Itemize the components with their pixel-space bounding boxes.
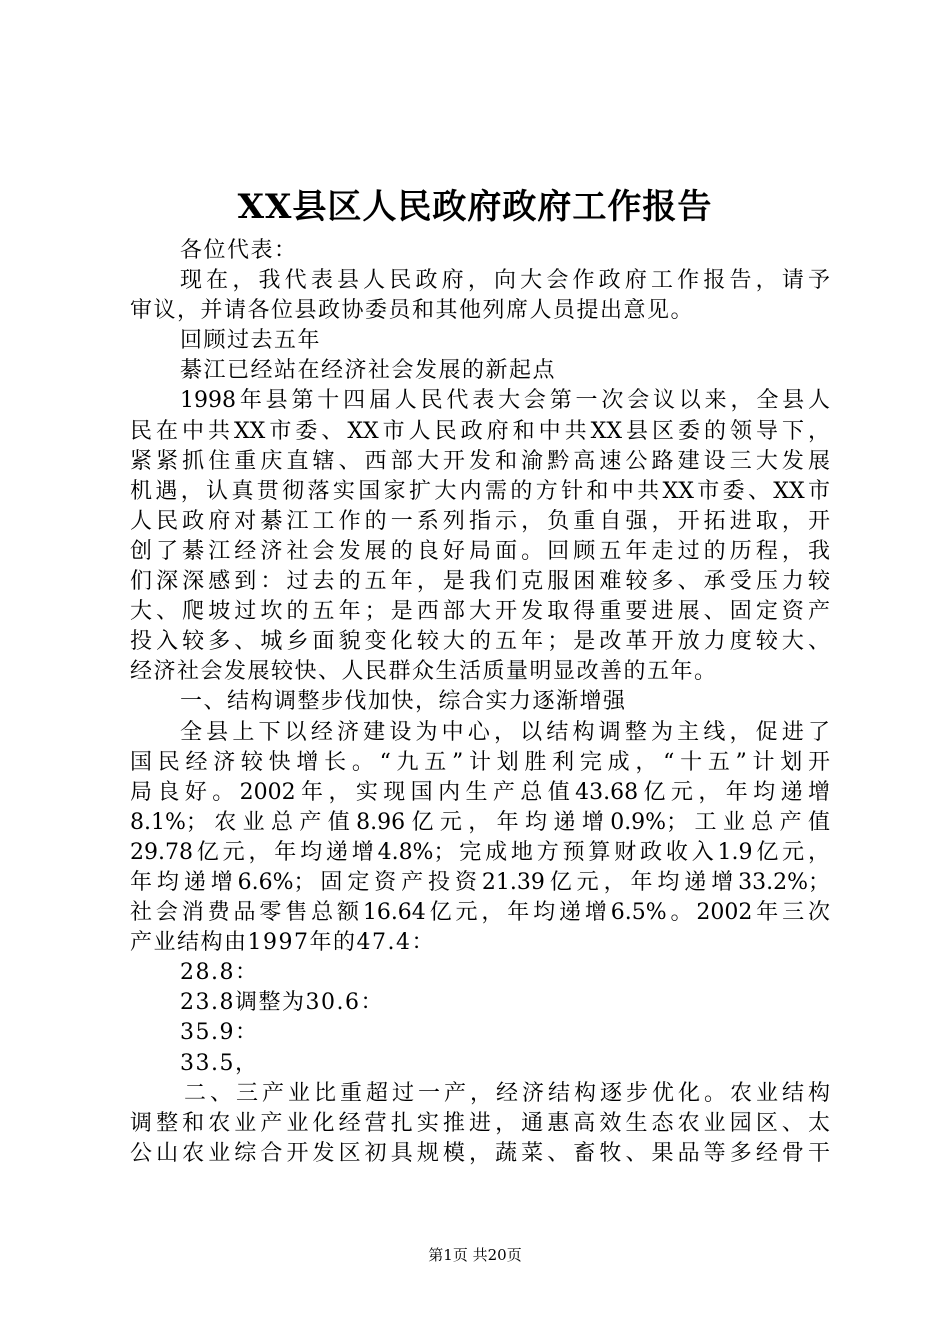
text-line: 经济社会发展较快、人民群众生活质量明显改善的五年。 <box>130 659 718 685</box>
text-line: 大、爬坡过坎的五年；是西部大开发取得重要进展、固定资产 <box>130 599 830 625</box>
text-line: 人民政府对綦江工作的一系列指示，负重自强，开拓进取，开 <box>130 508 830 534</box>
text-line: 年均递增6.6%；固定资产投资21.39亿元，年均递增33.2%； <box>130 869 830 895</box>
text-line: 各位代表： <box>180 238 298 263</box>
text-line: 民在中共XX市委、XX市人民政府和中共XX县区委的领导下， <box>130 418 830 444</box>
text-line: 局良好。2002年，实现国内生产总值43.68亿元，年均递增 <box>130 779 830 805</box>
text-line: 29.78亿元，年均递增4.8%；完成地方预算财政收入1.9亿元， <box>130 839 830 865</box>
text-line: 调整和农业产业化经营扎实推进，通惠高效生态农业园区、太 <box>130 1110 830 1136</box>
text-line: 现在，我代表县人民政府，向大会作政府工作报告，请予 <box>180 268 830 294</box>
text-line: 公山农业综合开发区初具规模，蔬菜、畜牧、果品等多经骨干 <box>130 1140 830 1166</box>
text-line: 綦江已经站在经济社会发展的新起点 <box>180 358 557 384</box>
text-line: 创了綦江经济社会发展的良好局面。回顾五年走过的历程，我 <box>130 538 830 564</box>
text-line: 国民经济较快增长。“九五”计划胜利完成，“十五”计划开 <box>130 749 830 775</box>
text-line: 投入较多、城乡面貌变化较大的五年；是改革开放力度较大、 <box>130 629 830 655</box>
document-title: XX县区人民政府政府工作报告 <box>237 187 713 227</box>
text-line: 23.8调整为30.6： <box>180 990 384 1016</box>
text-line: 产业结构由1997年的47.4： <box>130 930 435 956</box>
text-line: 们深深感到：过去的五年，是我们克服困难较多、承受压力较 <box>130 569 830 595</box>
text-line: 社会消费品零售总额16.64亿元，年均递增6.5%。2002年三次 <box>130 900 830 926</box>
text-line: 35.9： <box>180 1020 259 1046</box>
text-line: 回顾过去五年 <box>180 328 322 354</box>
page-footer: 第1页 共20页 <box>428 1246 522 1264</box>
section-heading: 一、结构调整步伐加快，综合实力逐渐增强 <box>180 689 627 715</box>
text-line: 33.5， <box>180 1050 259 1076</box>
document-body <box>130 236 830 1169</box>
text-line: 审议，并请各位县政协委员和其他列席人员提出意见。 <box>130 298 695 324</box>
text-line: 28.8： <box>180 960 259 986</box>
text-line: 1998年县第十四届人民代表大会第一次会议以来，全县人 <box>180 388 830 414</box>
text-line: 全县上下以经济建设为中心，以结构调整为主线，促进了 <box>180 719 830 745</box>
text-line: 二、三产业比重超过一产，经济结构逐步优化。农业结构 <box>184 1080 830 1106</box>
text-line: 紧紧抓住重庆直辖、西部大开发和渝黔高速公路建设三大发展 <box>130 448 830 474</box>
text-line: 8.1%；农业总产值8.96亿元，年均递增0.9%；工业总产值 <box>130 809 830 835</box>
text-line: 机遇，认真贯彻落实国家扩大内需的方针和中共XX市委、XX市 <box>130 478 830 504</box>
